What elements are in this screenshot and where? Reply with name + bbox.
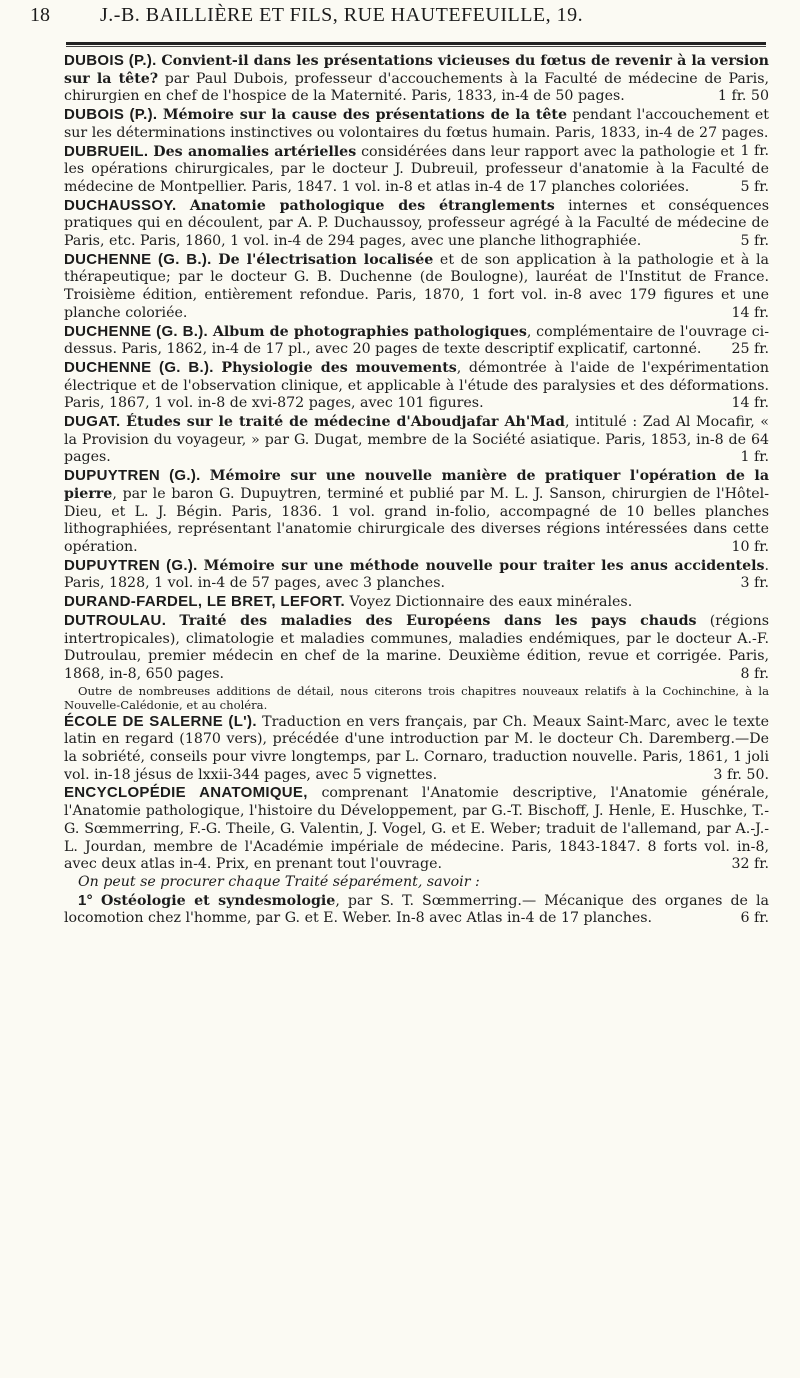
catalog-entry: DUTROULAU. Traité des maladies des Européens dans les pays chauds (régions intertropicales), climatologie et maladies communes, maladies endémiques, par le docteur A.-F. Dutroulau, premier médecin en chef de la marine. Deuxième édition, revue et corrigée. Paris, 1868, in-8, 650 pages. 8 fr. — [64, 611, 770, 682]
catalog-entry: DUCHENNE (G. B.). Album de photographies pathologiques, complémentaire de l'ouvrage ci-dessus. Paris, 1862, in-4 de 17 pl., avec 20 pages de texte descriptif explicatif, cartonné. 25 fr. — [64, 322, 769, 358]
header-rule — [66, 42, 766, 45]
catalog-entry: 1° Ostéologie et syndesmologie, par S. T. Sœmmerring.— Mécanique des organes de la locomotion chez l'homme, par G. et E. Weber. In-8 avec Atlas in-4 de 17 planches. 6 fr. — [64, 891, 769, 927]
catalog-entry: DUCHENNE (G. B.). De l'électrisation localisée et de son application à la pathologie et à la thérapeutique; par le docteur G. B. Duchenne (de Boulogne), lauréat de l'Institut de France. Troisième édition, entièrement refondue. Paris, 1870, 1 fort vol. in-8 avec 179 figures et une planche coloriée. 14 fr. — [64, 250, 769, 321]
catalog-entry: DUCHAUSSOY. Anatomie pathologique des étranglements internes et conséquences pratiques qui en découlent, par A. P. Duchaussoy, professeur agrégé à la Faculté de médecine de Paris, etc. Paris, 1860, 1 vol. in-4 de 294 pages, avec une planche lithographiée. 5 fr. — [64, 196, 769, 250]
catalog-entry: ENCYCLOPÉDIE ANATOMIQUE, comprenant l'Anatomie descriptive, l'Anatomie générale, l'Anatomie pathologique, l'histoire du Développement, par G.-T. Bischoff, J. Henle, E. Huschke, T.-G. Sœmmerring, F.-G. Theile, G. Valentin, J. Vogel, G. et E. Weber; traduit de l'allemand, par A.-J.-L. Jourdan, membre de l'Académie impériale de médecine. Paris, 1843-1847. 8 forts vol. in-8, avec deux atlas in-4. Prix, en prenant tout l'ouvrage. 32 fr. — [64, 784, 769, 873]
page-number: 18 — [30, 4, 50, 26]
catalog-entry: ÉCOLE DE SALERNE (L'). Traduction en vers français, par Ch. Meaux Saint-Marc, avec le texte latin en regard (1870 vers), précédée d'une introduction par M. le docteur Ch. Daremberg.—De la sobriété, conseils pour vivre longtemps, par L. Cornaro, traduction nouvelle. Paris, 1861, 1 joli vol. in-18 jésus de lxxii-344 pages, avec 5 vignettes. 3 fr. 50. — [64, 712, 769, 783]
catalog-entry: DUPUYTREN (G.). Mémoire sur une nouvelle manière de pratiquer l'opération de la pierre, par le baron G. Dupuytren, terminé et publié par M. L. J. Sanson, chirurgien de l'Hôtel-Dieu, et L. J. Bégin. Paris, 1836. 1 vol. grand in-folio, accompagné de 10 belles planches lithographiées, représentant l'anatomie chirurgicale des diverses régions intéressées dans cette opération. 10 fr. — [64, 467, 770, 555]
catalog-entry: DUBRUEIL. Des anomalies artérielles considérées dans leur rapport avec la pathologie et les opérations chirurgicales, par le docteur J. Dubreuil, professeur d'anatomie à la Faculté de médecine de Montpellier. Paris, 1847. 1 vol. in-8 et atlas in-4 de 17 planches coloriées. 5 fr. — [64, 142, 769, 195]
header-rule-thin — [66, 46, 766, 47]
catalog-body — [64, 52, 769, 928]
catalog-entry: DUBOIS (P.). Mémoire sur la cause des présentations de la tête pendant l'accouchement et sur les déterminations instinctives ou volontaires du fœtus humain. Paris, 1833, in-4 de 27 pages. 1 fr. — [64, 106, 769, 159]
catalog-entry: DUGAT. Études sur le traité de médecine d'Aboudjafar Ah'Mad, intitulé : Zad Al Mocafir, « la Provision du voyageur, » par G. Dugat, membre de la Société asiatique. Paris, 1853, in-8 de 64 pages. 1 fr. — [64, 413, 769, 466]
catalog-entry: DUBOIS (P.). Convient-il dans les présentations vicieuses du fœtus de revenir à la version sur la tête? par Paul Dubois, professeur d'accouchements à la Faculté de médecine de Paris, chirurgien en chef de l'hospice de la Maternité. Paris, 1833, in-4 de 50 pages. 1 fr. 50 — [64, 52, 769, 105]
page-header — [30, 4, 782, 30]
catalog-entry: DURAND-FARDEL, LE BRET, LEFORT. Voyez Dictionnaire des eaux minérales. — [64, 593, 633, 611]
running-title: J.-B. BAILLIÈRE ET FILS, RUE HAUTEFEUILLE, 19. — [100, 4, 584, 26]
catalog-entry: DUCHENNE (G. B.). Physiologie des mouvements, démontrée à l'aide de l'expérimentation électrique et de l'observation clinique, et applicable à l'étude des paralysies et des déformations. Paris, 1867, 1 vol. in-8 de xvi-872 pages, avec 101 figures. 14 fr. — [64, 358, 769, 412]
entry-note: Outre de nombreuses additions de détail, nous citerons trois chapitres nouveaux relatifs à la Cochinchine, à la Nouvelle-Calédonie, et au choléra. — [64, 683, 769, 713]
catalog-entry: DUPUYTREN (G.). Mémoire sur une méthode nouvelle pour traiter les anus accidentels. Paris, 1828, 1 vol. in-4 de 57 pages, avec 3 planches. 3 fr. — [64, 556, 769, 592]
entry-subheading: On peut se procurer chaque Traité séparément, savoir : — [78, 873, 480, 890]
